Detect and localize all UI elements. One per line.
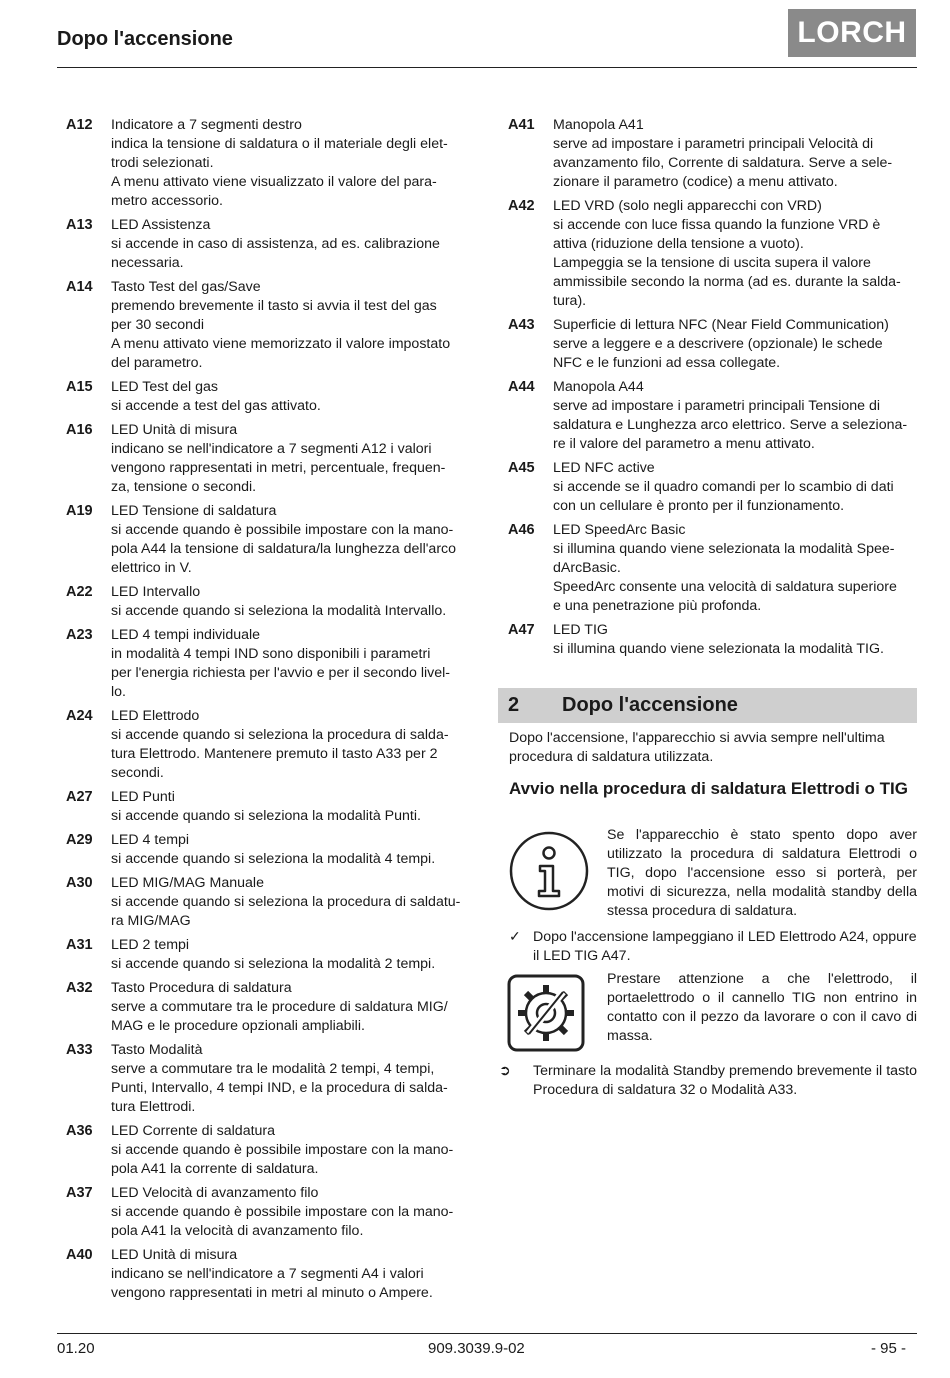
legend-entry [66, 626, 476, 702]
legend-code: A24 [66, 708, 93, 724]
legend-line: si accende quando è possibile impostare con la mano- [111, 1142, 454, 1158]
legend-entry [66, 831, 476, 869]
legend-line: tura Elettrodi. [111, 1099, 196, 1115]
legend-line: LED Corrente di saldatura [111, 1123, 276, 1139]
legend-line: elettrico in V. [111, 560, 192, 576]
legend-line: in modalità 4 tempi IND sono disponibili i parametri [111, 646, 431, 662]
legend-line: serve a leggere e a descrivere (opzionale) le schede [553, 336, 883, 352]
section-number: 2 [508, 694, 520, 716]
legend-entry [508, 521, 918, 616]
legend-entry [66, 378, 476, 416]
legend-code: A40 [66, 1247, 93, 1263]
legend-line: LED Intervallo [111, 584, 201, 600]
legend-line: si accende con luce fissa quando la funzione VRD è [553, 217, 881, 233]
legend-description [553, 621, 918, 659]
legend-line: Lampeggia se la tensione di uscita supera il valore [553, 255, 871, 271]
subheading: Avvio nella procedura di saldatura Elettrodi o TIG [509, 779, 908, 798]
legend-entry [66, 1041, 476, 1117]
legend-code: A32 [66, 980, 93, 996]
page-header-title: Dopo l'accensione [57, 28, 233, 50]
info-icon [507, 829, 591, 913]
legend-line: vengono rappresentati in metri al minuto o Ampere. [111, 1285, 433, 1301]
right-column-legend [508, 116, 918, 664]
legend-code: A15 [66, 379, 93, 395]
legend-line: e una penetrazione più profonda. [553, 598, 762, 614]
legend-line: A menu attivato viene memorizzato il valore impostato [111, 336, 451, 352]
legend-code: A44 [508, 379, 535, 395]
legend-line: Manopola A44 [553, 379, 644, 395]
legend-line: dArcBasic. [553, 560, 621, 576]
legend-line: ammissibile secondo la norma (ad es. durante la salda- [553, 274, 901, 290]
legend-entry [66, 1246, 476, 1303]
left-column-legend [66, 116, 476, 1308]
legend-line: LED SpeedArc Basic [553, 522, 686, 538]
legend-line: LED VRD (solo negli apparecchi con VRD) [553, 198, 822, 214]
legend-line: metro accessorio. [111, 193, 223, 209]
legend-description [111, 1041, 476, 1117]
legend-line: re il valore del parametro a menu attivato. [553, 436, 815, 452]
legend-line: Tasto Modalità [111, 1042, 203, 1058]
legend-line: si accende se il quadro comandi per lo scambio di dati [553, 479, 894, 495]
legend-code: A30 [66, 875, 93, 891]
legend-entry [66, 874, 476, 931]
legend-description [111, 378, 476, 416]
footer-rule [57, 1333, 917, 1334]
legend-description [111, 216, 476, 273]
legend-entry [66, 979, 476, 1036]
legend-code: A43 [508, 317, 535, 333]
legend-description [111, 116, 476, 211]
legend-description [553, 116, 918, 192]
legend-entry [66, 936, 476, 974]
header-rule [57, 67, 917, 68]
legend-line: si accende a test del gas attivato. [111, 398, 321, 414]
legend-line: LED 4 tempi [111, 832, 190, 848]
action-item [499, 1062, 917, 1100]
legend-description [111, 979, 476, 1036]
legend-description [111, 421, 476, 497]
legend-line: LED Velocità di avanzamento filo [111, 1185, 319, 1201]
legend-entry [66, 1122, 476, 1179]
legend-line: saldatura e Lunghezza arco elettrico. Serve a seleziona- [553, 417, 908, 433]
legend-line: serve ad impostare i parametri principali Tensione di [553, 398, 880, 414]
legend-line: si accende quando è possibile impostare con la mano- [111, 1204, 454, 1220]
legend-line: tura). [553, 293, 587, 309]
legend-line: LED Unità di misura [111, 1247, 238, 1263]
legend-description [111, 278, 476, 373]
legend-line: zionare il parametro (codice) a menu attivato. [553, 174, 838, 190]
legend-entry [508, 378, 918, 454]
legend-description [553, 378, 918, 454]
legend-line: vengono rappresentati in metri, percentuale, frequen- [111, 460, 446, 476]
section-title: Dopo l'accensione [562, 694, 738, 716]
warning-text: Prestare attenzione a che l'elettrodo, il portaelettrodo o il cannello TIG non entrino in contatto con il pezzo da lavorare o con il cavo di massa. [607, 971, 917, 1044]
legend-description [111, 936, 476, 974]
legend-line: pola A41 la corrente di saldatura. [111, 1161, 319, 1177]
footer-doc-number: 909.3039.9-02 [428, 1340, 525, 1357]
legend-line: trodi selezionati. [111, 155, 214, 171]
legend-description [111, 707, 476, 783]
info-text: Se l'apparecchio è stato spento dopo aver utilizzato la procedura di saldatura Elettrodi o TIG, dopo l'accensione esso si porterà, per motivi di sicurezza, nella modalità standby della stessa procedura di saldatura. [607, 827, 917, 919]
lorch-logo: LORCH [788, 9, 916, 57]
legend-entry [508, 197, 918, 311]
legend-entry [508, 316, 918, 373]
legend-code: A12 [66, 117, 93, 133]
legend-code: A45 [508, 460, 535, 476]
legend-line: serve a commutare tra le procedure di saldatura MIG/ [111, 999, 448, 1015]
legend-description [553, 521, 918, 616]
legend-entry [66, 788, 476, 826]
legend-line: indicano se nell'indicatore a 7 segmenti A12 i valori [111, 441, 432, 457]
legend-line: pola A44 la tensione di saldatura/la lunghezza dell'arco [111, 541, 457, 557]
legend-line: Tasto Test del gas/Save [111, 279, 261, 295]
legend-line: pola A41 la velocità di avanzamento filo. [111, 1223, 364, 1239]
legend-line: tura Elettrodo. Mantenere premuto il tasto A33 per 2 [111, 746, 438, 762]
action-arrow-icon: ➲ [499, 1063, 511, 1079]
legend-description [111, 626, 476, 702]
legend-line: LED Punti [111, 789, 175, 805]
legend-line: indicano se nell'indicatore a 7 segmenti A4 i valori [111, 1266, 424, 1282]
legend-line: si illumina quando viene selezionata la modalità Spee- [553, 541, 895, 557]
legend-code: A19 [66, 503, 93, 519]
legend-line: SpeedArc consente una velocità di saldatura superiore [553, 579, 897, 595]
legend-line: LED 4 tempi individuale [111, 627, 261, 643]
result-text: Dopo l'accensione lampeggiano il LED Elettrodo A24, oppure il LED TIG A47. [533, 929, 917, 964]
legend-line: secondi. [111, 765, 164, 781]
legend-line: ra MIG/MAG [111, 913, 191, 929]
section-intro: Dopo l'accensione, l'apparecchio si avvia sempre nell'ultima procedura di saldatura utilizzata. [509, 730, 885, 765]
legend-line: premendo brevemente il tasto si avvia il test del gas [111, 298, 437, 314]
legend-code: A27 [66, 789, 93, 805]
legend-line: Indicatore a 7 segmenti destro [111, 117, 302, 133]
legend-line: si accende quando è possibile impostare con la mano- [111, 522, 454, 538]
legend-line: attiva (riduzione della tensione a vuoto). [553, 236, 804, 252]
legend-line: si accende quando si seleziona la procedura di salda- [111, 727, 449, 743]
legend-line: LED Test del gas [111, 379, 218, 395]
legend-line: Superficie di lettura NFC (Near Field Communication) [553, 317, 889, 333]
legend-description [553, 316, 918, 373]
legend-line: si accende quando si seleziona la procedura di saldatu- [111, 894, 461, 910]
legend-line: si accende quando si seleziona la modalità Intervallo. [111, 603, 447, 619]
legend-code: A23 [66, 627, 93, 643]
legend-entry [66, 502, 476, 578]
legend-code: A46 [508, 522, 535, 538]
legend-line: MAG e le procedure opzionali ampliabili. [111, 1018, 365, 1034]
legend-line: za, tensione o secondi. [111, 479, 257, 495]
footer-date: 01.20 [57, 1340, 95, 1357]
legend-description [111, 874, 476, 931]
legend-line: serve ad impostare i parametri principali Velocità di [553, 136, 874, 152]
check-mark-icon: ✓ [509, 929, 521, 945]
legend-entry [66, 1184, 476, 1241]
legend-code: A31 [66, 937, 93, 953]
legend-code: A41 [508, 117, 535, 133]
legend-line: Manopola A41 [553, 117, 644, 133]
legend-code: A22 [66, 584, 93, 600]
legend-description [111, 1184, 476, 1241]
legend-line: per l'energia richiesta per l'avvio e per il secondo livel- [111, 665, 450, 681]
result-item [509, 928, 917, 966]
legend-line: LED Assistenza [111, 217, 211, 233]
legend-code: A29 [66, 832, 93, 848]
legend-line: avanzamento filo, Corrente di saldatura. Serve a sele- [553, 155, 893, 171]
legend-line: Tasto Procedura di saldatura [111, 980, 292, 996]
legend-line: si accende in caso di assistenza, ad es. calibrazione [111, 236, 440, 252]
legend-line: LED TIG [553, 622, 608, 638]
section-heading-bar [498, 688, 917, 723]
legend-description [111, 1122, 476, 1179]
legend-line: LED 2 tempi [111, 937, 190, 953]
legend-entry [66, 707, 476, 783]
legend-line: LED Tensione di saldatura [111, 503, 277, 519]
legend-description [111, 831, 476, 869]
legend-line: indica la tensione di saldatura o il materiale degli elet- [111, 136, 448, 152]
legend-code: A16 [66, 422, 93, 438]
legend-code: A37 [66, 1185, 93, 1201]
footer-page-number: - 95 - [871, 1340, 907, 1357]
legend-line: Punti, Intervallo, 4 tempi IND, e la procedura di salda- [111, 1080, 448, 1096]
legend-entry [66, 421, 476, 497]
legend-line: LED MIG/MAG Manuale [111, 875, 264, 891]
legend-line: LED Unità di misura [111, 422, 238, 438]
legend-entry [508, 459, 918, 516]
legend-line: per 30 secondi [111, 317, 205, 333]
legend-line: LED NFC active [553, 460, 655, 476]
legend-line: con un cellulare è pronto per il funzionamento. [553, 498, 845, 514]
legend-line: LED Elettrodo [111, 708, 200, 724]
legend-entry [508, 116, 918, 192]
legend-line: serve a commutare tra le modalità 2 tempi, 4 tempi, [111, 1061, 435, 1077]
legend-code: A36 [66, 1123, 93, 1139]
legend-line: si illumina quando viene selezionata la modalità TIG. [553, 641, 884, 657]
legend-description [553, 197, 918, 311]
legend-entry [66, 116, 476, 211]
legend-code: A33 [66, 1042, 93, 1058]
legend-code: A47 [508, 622, 535, 638]
legend-line: del parametro. [111, 355, 203, 371]
gear-warning-icon [507, 974, 585, 1052]
legend-line: A menu attivato viene visualizzato il valore del para- [111, 174, 437, 190]
legend-entry [66, 278, 476, 373]
legend-entry [508, 621, 918, 659]
legend-description [111, 502, 476, 578]
legend-line: si accende quando si seleziona la modalità 2 tempi. [111, 956, 436, 972]
legend-entry [66, 583, 476, 621]
legend-description [111, 1246, 476, 1303]
legend-description [111, 583, 476, 621]
legend-description [111, 788, 476, 826]
legend-line: si accende quando si seleziona la modalità 4 tempi. [111, 851, 436, 867]
action-text: Terminare la modalità Standby premendo brevemente il tasto Procedura di saldatura 32 o Modalità A33. [533, 1063, 917, 1098]
legend-code: A13 [66, 217, 93, 233]
legend-line: necessaria. [111, 255, 184, 271]
legend-entry [66, 216, 476, 273]
legend-code: A14 [66, 279, 93, 295]
legend-line: NFC e le funzioni ad essa collegate. [553, 355, 781, 371]
legend-code: A42 [508, 198, 535, 214]
legend-line: si accende quando si seleziona la modalità Punti. [111, 808, 421, 824]
legend-line: lo. [111, 684, 126, 700]
legend-description [553, 459, 918, 516]
